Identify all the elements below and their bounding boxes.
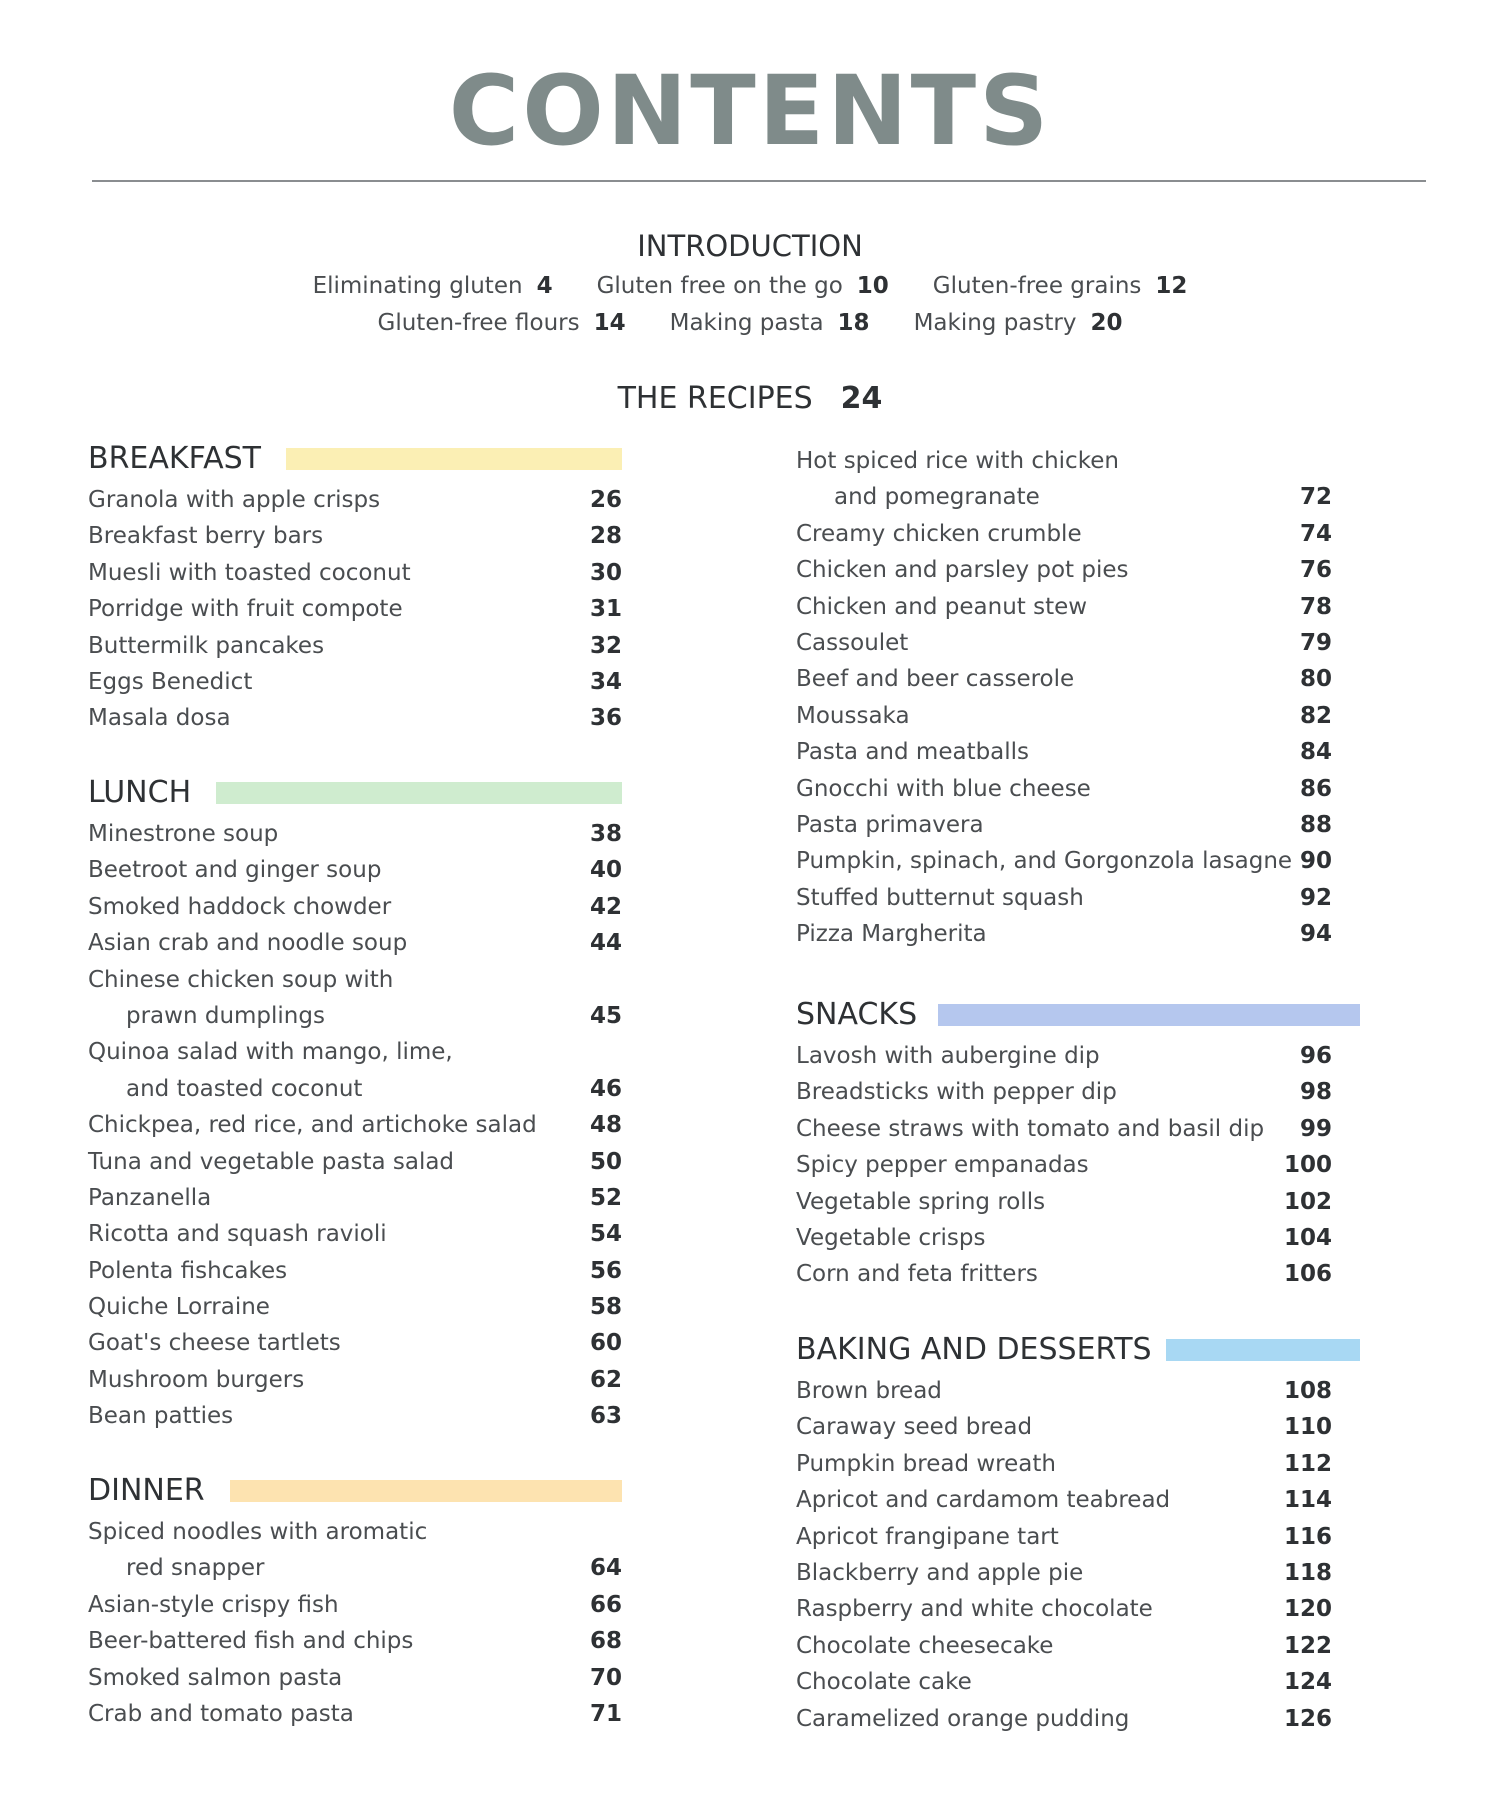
entry-page-number: 63 <box>589 1403 622 1430</box>
entry-page-number: 30 <box>589 559 622 586</box>
toc-entry <box>796 516 1332 552</box>
entry-label: Asian crab and noodle soup <box>88 930 408 957</box>
entry-label: Muesli with toasted coconut <box>88 559 411 586</box>
toc-entry <box>88 700 622 736</box>
entry-page-number: 26 <box>589 487 622 513</box>
title-divider <box>92 180 1426 182</box>
entry-page-number: 100 <box>1283 1152 1332 1179</box>
entry-page-number: 68 <box>589 1628 622 1655</box>
toc-entry <box>796 661 1332 697</box>
entry-page-number: 18 <box>837 310 870 336</box>
toc-entry <box>796 443 1332 479</box>
toc-entry <box>796 625 1332 661</box>
toc-entry <box>88 664 622 700</box>
section-title: LUNCH <box>88 775 192 810</box>
entry-page-number: 34 <box>589 668 622 695</box>
toc-entry <box>796 1664 1332 1700</box>
entry-page-number: 108 <box>1283 1378 1332 1404</box>
entry-page-number: 126 <box>1283 1705 1332 1732</box>
entry-page-number: 124 <box>1283 1669 1332 1696</box>
toc-entry <box>88 816 622 852</box>
toc-entry <box>796 1074 1332 1110</box>
toc-entry <box>796 1409 1332 1445</box>
entry-page-number: 56 <box>589 1257 622 1284</box>
entry-page-number: 96 <box>1299 1043 1332 1069</box>
section-header <box>796 992 1332 1038</box>
entry-label: Brown bread <box>796 1378 942 1404</box>
entry-label: Chinese chicken soup with <box>88 966 394 993</box>
entry-page-number: 14 <box>593 310 626 336</box>
entry-label: Vegetable crisps <box>796 1224 986 1251</box>
entry-label: Granola with apple crisps <box>88 487 381 513</box>
entry-label: Breadsticks with pepper dip <box>796 1079 1117 1106</box>
toc-entry <box>88 1216 622 1252</box>
entry-page-number: 38 <box>589 821 622 847</box>
entry-label: Pumpkin, spinach, and Gorgonzola lasagne <box>796 848 1293 875</box>
entry-page-number: 46 <box>589 1075 622 1102</box>
entry-page-number: 64 <box>589 1555 622 1582</box>
entry-page-number: 106 <box>1283 1261 1332 1288</box>
entry-label: Stuffed butternut squash <box>796 884 1084 911</box>
recipes-heading-label: THE RECIPES <box>617 381 813 416</box>
entry-label: Tuna and vegetable pasta salad <box>88 1148 455 1175</box>
entry-page-number: 44 <box>589 930 622 957</box>
entry-page-number: 50 <box>589 1148 622 1175</box>
toc-entry <box>88 1325 622 1361</box>
toc-entry <box>796 1373 1332 1409</box>
entry-label: Cheese straws with tomato and basil dip <box>796 1115 1265 1142</box>
entry-page-number: 70 <box>589 1664 622 1691</box>
toc-entry <box>796 880 1332 916</box>
section-lunch <box>88 770 622 1435</box>
toc-entry <box>796 1147 1332 1183</box>
entry-label: Porridge with fruit compote <box>88 596 403 623</box>
entry-label: Pasta primavera <box>796 811 984 838</box>
entry-label: Blackberry and apple pie <box>796 1559 1084 1586</box>
entry-label: Apricot frangipane tart <box>796 1523 1059 1550</box>
entry-label: Eliminating gluten <box>312 273 523 299</box>
toc-entry <box>88 1550 622 1586</box>
section-baking-and-desserts <box>796 1327 1332 1737</box>
toc-entry <box>88 1623 622 1659</box>
toc-entry <box>796 552 1332 588</box>
entry-page-number: 90 <box>1299 848 1332 875</box>
introduction-heading: INTRODUCTION <box>637 229 863 263</box>
toc-entry <box>796 589 1332 625</box>
entry-label: Beer-battered fish and chips <box>88 1628 414 1655</box>
entry-label: Chocolate cheesecake <box>796 1632 1054 1659</box>
entry-label: Panzanella <box>88 1184 212 1211</box>
entry-page-number: 4 <box>536 273 553 299</box>
introduction-entry <box>597 268 889 304</box>
entry-label: Ricotta and squash ravioli <box>88 1221 387 1248</box>
entry-page-number: 118 <box>1283 1559 1332 1586</box>
entry-page-number: 116 <box>1283 1523 1332 1550</box>
entry-page-number: 54 <box>589 1221 622 1248</box>
section-header <box>88 770 622 816</box>
entry-page-number: 52 <box>589 1184 622 1211</box>
toc-entry <box>88 889 622 925</box>
toc-entry <box>88 998 622 1034</box>
entry-label: Mushroom burgers <box>88 1366 305 1393</box>
entry-label: Quiche Lorraine <box>88 1294 270 1321</box>
section-color-bar <box>938 1004 1360 1026</box>
entry-page-number: 94 <box>1299 921 1332 948</box>
toc-entry <box>88 1071 622 1107</box>
entry-page-number: 92 <box>1299 884 1332 911</box>
entry-page-number: 40 <box>589 857 622 884</box>
entry-label: Vegetable spring rolls <box>796 1188 1046 1215</box>
toc-entry <box>88 1253 622 1289</box>
entry-page-number: 74 <box>1299 520 1332 547</box>
toc-entry <box>88 852 622 888</box>
entry-label: Chicken and peanut stew <box>796 593 1088 620</box>
entry-label: Caraway seed bread <box>796 1414 1033 1441</box>
entry-page-number: 32 <box>589 632 622 659</box>
introduction-entry <box>313 268 553 304</box>
entry-page-number: 58 <box>589 1294 622 1321</box>
entry-label: Smoked salmon pasta <box>88 1664 343 1691</box>
entry-label: Buttermilk pancakes <box>88 632 325 659</box>
toc-entry <box>88 1587 622 1623</box>
entry-page-number: 71 <box>589 1700 622 1727</box>
entry-label: Breakfast berry bars <box>88 523 324 550</box>
toc-entry <box>88 925 622 961</box>
section-color-bar <box>216 782 622 804</box>
section-header <box>88 436 622 482</box>
entry-page-number: 76 <box>1299 557 1332 584</box>
entry-label: Minestrone soup <box>88 821 279 847</box>
entry-label: red snapper <box>126 1555 265 1582</box>
entry-page-number: 104 <box>1283 1224 1332 1251</box>
entry-label: Beetroot and ginger soup <box>88 857 382 884</box>
introduction-entry <box>670 305 870 341</box>
entry-page-number: 42 <box>589 893 622 920</box>
entry-label: Crab and tomato pasta <box>88 1700 354 1727</box>
entry-page-number: 99 <box>1299 1115 1332 1142</box>
entry-page-number: 31 <box>589 596 622 623</box>
toc-entry <box>88 1289 622 1325</box>
toc-entry <box>88 1144 622 1180</box>
entry-label: Pizza Margherita <box>796 921 987 948</box>
section-title: BAKING AND DESSERTS <box>796 1332 1152 1367</box>
section-title: DINNER <box>88 1473 205 1508</box>
entry-page-number: 28 <box>589 523 622 550</box>
introduction-entry <box>933 268 1188 304</box>
entry-page-number: 60 <box>589 1330 622 1357</box>
toc-entry <box>88 1107 622 1143</box>
entry-label: Corn and feta fritters <box>796 1261 1038 1288</box>
entry-page-number: 122 <box>1283 1632 1332 1659</box>
toc-entry <box>796 771 1332 807</box>
entry-label: Raspberry and white chocolate <box>796 1596 1153 1623</box>
toc-entry <box>796 698 1332 734</box>
toc-entry <box>796 807 1332 843</box>
entry-label: Smoked haddock chowder <box>88 893 392 920</box>
entry-label: Polenta fishcakes <box>88 1257 288 1284</box>
entry-label: Asian-style crispy fish <box>88 1591 339 1618</box>
recipes-heading <box>0 378 1500 420</box>
toc-entry <box>88 555 622 591</box>
entry-label: Hot spiced rice with chicken <box>796 448 1119 474</box>
entry-page-number: 48 <box>589 1112 622 1139</box>
entry-label: Spicy pepper empanadas <box>796 1152 1089 1179</box>
entry-label: Eggs Benedict <box>88 668 253 695</box>
toc-entry <box>796 1446 1332 1482</box>
entry-label: Moussaka <box>796 702 910 729</box>
entry-label: and toasted coconut <box>126 1075 363 1102</box>
entry-label: Gluten free on the go <box>596 273 843 299</box>
toc-entry <box>796 1519 1332 1555</box>
section-color-bar <box>230 1480 622 1502</box>
entry-page-number: 36 <box>589 705 622 732</box>
toc-entry <box>88 1180 622 1216</box>
entry-label: Gluten-free flours <box>377 310 580 336</box>
entry-page-number: 98 <box>1299 1079 1332 1106</box>
entry-label: and pomegranate <box>834 484 1040 511</box>
entry-label: Spiced noodles with aromatic <box>88 1519 428 1545</box>
toc-entry <box>88 962 622 998</box>
entry-label: Chocolate cake <box>796 1669 972 1696</box>
entry-label: Goat's cheese tartlets <box>88 1330 341 1357</box>
toc-entry <box>796 1482 1332 1518</box>
entry-page-number: 10 <box>856 273 889 299</box>
introduction-entry <box>378 305 626 341</box>
entry-page-number: 45 <box>589 1002 622 1029</box>
toc-entry <box>88 591 622 627</box>
toc-entry <box>796 734 1332 770</box>
entry-label: Chickpea, red rice, and artichoke salad <box>88 1112 537 1139</box>
section-title: SNACKS <box>796 997 918 1032</box>
entry-label: Gnocchi with blue cheese <box>796 775 1091 802</box>
entry-page-number: 12 <box>1155 273 1188 299</box>
entry-page-number: 84 <box>1299 739 1332 766</box>
toc-entry <box>796 1111 1332 1147</box>
toc-entry <box>796 1256 1332 1292</box>
entry-page-number: 78 <box>1299 593 1332 620</box>
toc-entry <box>796 1628 1332 1664</box>
entry-label: Chicken and parsley pot pies <box>796 557 1129 584</box>
toc-entry <box>88 1362 622 1398</box>
section-dinner <box>88 1468 622 1732</box>
entry-page-number: 20 <box>1090 310 1123 336</box>
toc-entry <box>88 1398 622 1434</box>
toc-entry <box>796 1038 1332 1074</box>
entry-label: Making pasta <box>669 310 824 336</box>
entry-label: Bean patties <box>88 1403 234 1430</box>
entry-page-number: 110 <box>1283 1414 1332 1441</box>
toc-entry <box>796 1184 1332 1220</box>
toc-entry <box>88 482 622 518</box>
toc-entry <box>796 916 1332 952</box>
entry-page-number: 82 <box>1299 702 1332 729</box>
entry-page-number: 120 <box>1283 1596 1332 1623</box>
introduction-entry <box>914 305 1123 341</box>
section-title: BREAKFAST <box>88 441 261 476</box>
toc-entry <box>796 1220 1332 1256</box>
entry-label: Lavosh with aubergine dip <box>796 1043 1100 1069</box>
entry-label: Cassoulet <box>796 629 909 656</box>
toc-entry <box>88 1660 622 1696</box>
entry-label: prawn dumplings <box>126 1002 325 1029</box>
entry-page-number: 88 <box>1299 811 1332 838</box>
section-header <box>88 1468 622 1514</box>
section-breakfast <box>88 436 622 737</box>
entry-label: Pumpkin bread wreath <box>796 1450 1056 1477</box>
entry-label: Quinoa salad with mango, lime, <box>88 1039 453 1066</box>
entry-label: Pasta and meatballs <box>796 739 1030 766</box>
entry-page-number: 86 <box>1299 775 1332 802</box>
section-snacks <box>796 992 1332 1293</box>
introduction-row <box>0 268 1500 304</box>
entry-label: Masala dosa <box>88 705 231 732</box>
entry-page-number: 112 <box>1283 1450 1332 1477</box>
toc-entry <box>88 1696 622 1732</box>
section-color-bar <box>286 448 622 470</box>
toc-entry <box>88 1514 622 1550</box>
toc-entry <box>88 1034 622 1070</box>
toc-entry <box>88 518 622 554</box>
entry-label: Making pastry <box>913 310 1077 336</box>
toc-entry <box>88 628 622 664</box>
page-title: CONTENTS <box>448 55 1052 167</box>
entry-page-number: 102 <box>1283 1188 1332 1215</box>
entry-label: Caramelized orange pudding <box>796 1705 1130 1732</box>
toc-entry <box>796 1701 1332 1737</box>
entry-label: Creamy chicken crumble <box>796 520 1082 547</box>
toc-entry <box>796 479 1332 515</box>
entry-label: Apricot and cardamom teabread <box>796 1487 1171 1514</box>
entry-page-number: 114 <box>1283 1487 1332 1514</box>
entry-page-number: 66 <box>589 1591 622 1618</box>
toc-entry <box>796 1591 1332 1627</box>
entry-label: Gluten-free grains <box>932 273 1142 299</box>
entry-label: Beef and beer casserole <box>796 666 1075 693</box>
entry-page-number: 72 <box>1299 484 1332 511</box>
toc-entry <box>796 843 1332 879</box>
entry-page-number: 79 <box>1299 629 1332 656</box>
introduction-row <box>0 305 1500 341</box>
toc-entry <box>796 1555 1332 1591</box>
entry-page-number: 80 <box>1299 666 1332 693</box>
entry-page-number: 62 <box>589 1366 622 1393</box>
section-dinner-continued <box>796 443 1332 952</box>
recipes-heading-page: 24 <box>840 381 883 416</box>
section-color-bar <box>1166 1339 1360 1361</box>
section-header <box>796 1327 1332 1373</box>
